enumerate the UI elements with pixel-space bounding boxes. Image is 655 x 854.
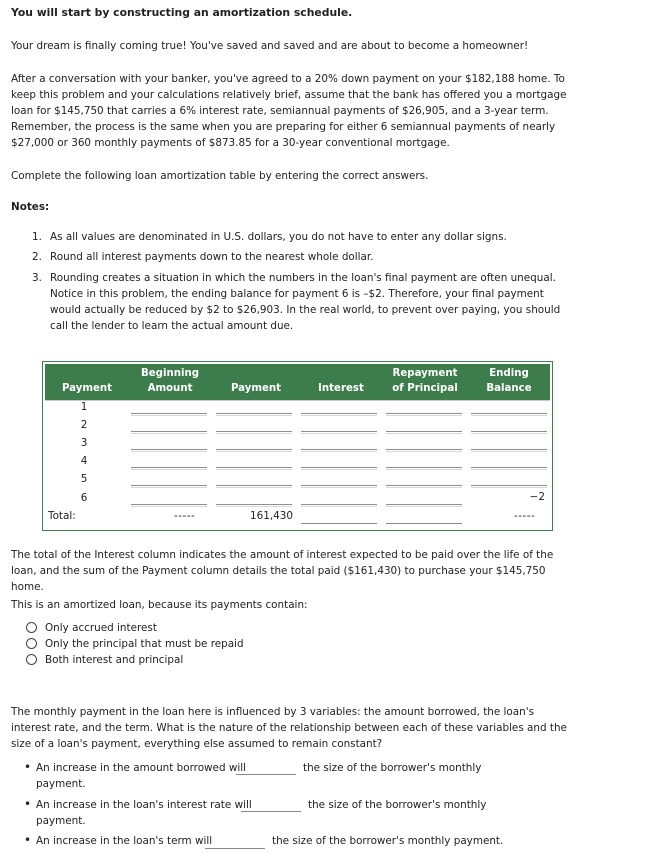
interest-rate-dropdown[interactable] — [241, 811, 301, 812]
question-variables: The monthly payment in the loan here is influenced by 3 variables: the amount borrowed, the loan's interest rate, and the term. What is the nature of the relationship between each of these variables and the size of a loan's payment, everything else assumed to remain constant? — [11, 706, 567, 750]
intro-paragraph: Your dream is finally coming true! You've saved and saved and are about to become a homeowner! — [11, 40, 529, 52]
total-interest-input[interactable] — [301, 523, 377, 524]
header-payment: Payment — [230, 383, 282, 394]
bullet-text: An increase in the amount borrowed will — [36, 762, 247, 774]
total-repayment-input[interactable] — [386, 523, 462, 524]
amortization-table — [42, 361, 553, 531]
question-amortized: This is an amortized loan, because its payments contain: — [11, 599, 308, 611]
note-number: 1. — [32, 231, 42, 243]
beginning-amount-input[interactable] — [131, 485, 207, 486]
repayment-input[interactable] — [386, 431, 462, 432]
interest-input[interactable] — [301, 413, 377, 414]
total-note: The total of the Interest column indicates the amount of interest expected to be paid over the life of the loan, and the sum of the Payment column details the total paid ($161,430) to purchase your $145,750 home. — [11, 549, 554, 593]
bullet-text: An increase in the loan's term will — [36, 835, 213, 847]
payment-input[interactable] — [216, 413, 292, 414]
beginning-amount-input[interactable] — [131, 449, 207, 450]
ending-balance-input[interactable] — [471, 449, 547, 450]
note-number: 2. — [32, 251, 42, 263]
notes-heading: Notes: — [11, 201, 50, 213]
header-interest: Interest — [318, 383, 364, 394]
scenario-paragraph: After a conversation with your banker, you've agreed to a 20% down payment on your $182,188 home. To keep this problem and your calculations relatively brief, assume that the bank has offered you a mortgage loan for $145,750 that carries a 6% interest rate, semiannual payments of $26,905, and a 3-year term. Remember, the process is the same when you are preparing for either 6 semiannual payments of nearly $27,000 or 360 monthly payments of $873.85 for a 30-year conventional mortgage. — [11, 73, 567, 149]
bullet-dot: • — [24, 833, 32, 847]
payment-input[interactable] — [216, 449, 292, 450]
option-interest-and-principal[interactable] — [26, 652, 183, 668]
radio-button[interactable] — [26, 622, 37, 633]
interest-input[interactable] — [301, 504, 377, 505]
repayment-input[interactable] — [386, 413, 462, 414]
loan-term-dropdown[interactable] — [205, 848, 265, 849]
bullet-text-tail: payment. — [36, 778, 86, 790]
option-accrued-interest[interactable] — [26, 620, 157, 636]
header-divider — [45, 400, 550, 401]
row6-ending-balance: −2 — [529, 491, 545, 503]
option-label: Only accrued interest — [45, 622, 157, 634]
bullet-text-after: the size of the borrower's monthly — [308, 799, 487, 811]
bullet-dot: • — [24, 760, 32, 774]
interest-input[interactable] — [301, 467, 377, 468]
bullet-text: An increase in the loan's interest rate will — [36, 799, 252, 811]
bullet-text-tail: payment. — [36, 815, 86, 827]
payment-input[interactable] — [216, 467, 292, 468]
row-number: 4 — [80, 455, 88, 467]
bullet-text-after: the size of the borrower's monthly payment. — [272, 835, 504, 847]
total-ending-dash: ----- — [514, 510, 536, 522]
ending-balance-input[interactable] — [471, 431, 547, 432]
total-label: Total: — [48, 510, 76, 522]
amount-borrowed-dropdown[interactable] — [236, 774, 296, 775]
ending-balance-input[interactable] — [471, 413, 547, 414]
interest-input[interactable] — [301, 485, 377, 486]
note-text: Rounding creates a situation in which the numbers in the loan's final payment are often unequal. Notice in this problem, the ending balance for payment 6 is –$2. Therefore, your final payment would actually be reduced by $2 to $26,903. In the real world, to prevent over paying, you should call the lender to learn the actual amount due. — [50, 272, 561, 332]
repayment-input[interactable] — [386, 504, 462, 505]
note-item — [32, 229, 572, 245]
option-principal-only[interactable] — [26, 636, 244, 652]
row-number: 3 — [80, 437, 88, 449]
header-payment-number: Payment — [61, 383, 113, 394]
beginning-amount-input[interactable] — [131, 413, 207, 414]
page-title: You will start by constructing an amortization schedule. — [11, 6, 353, 19]
note-item — [32, 270, 577, 334]
interest-input[interactable] — [301, 449, 377, 450]
row-number: 6 — [80, 492, 88, 504]
note-number: 3. — [32, 272, 42, 284]
note-text: Round all interest payments down to the nearest whole dollar. — [50, 251, 374, 263]
row-number: 2 — [80, 419, 88, 431]
header-beginning-amount: Beginning Amount — [140, 368, 199, 394]
ending-balance-input[interactable] — [471, 467, 547, 468]
radio-button[interactable] — [26, 654, 37, 665]
interest-input[interactable] — [301, 431, 377, 432]
table-header — [45, 364, 550, 400]
payment-input[interactable] — [216, 504, 292, 505]
row-number: 1 — [80, 401, 88, 413]
header-repayment-principal: Repayment of Principal — [392, 368, 458, 394]
beginning-amount-input[interactable] — [131, 431, 207, 432]
beginning-amount-input[interactable] — [131, 467, 207, 468]
payment-input[interactable] — [216, 431, 292, 432]
beginning-amount-input[interactable] — [131, 504, 207, 505]
radio-button[interactable] — [26, 638, 37, 649]
repayment-input[interactable] — [386, 467, 462, 468]
option-label: Both interest and principal — [45, 654, 184, 666]
repayment-input[interactable] — [386, 449, 462, 450]
repayment-input[interactable] — [386, 485, 462, 486]
total-payment-value: 161,430 — [250, 510, 293, 522]
bullet-text-after: the size of the borrower's monthly — [303, 762, 482, 774]
note-item — [32, 249, 572, 265]
total-beginning-dash: ----- — [174, 510, 196, 522]
header-ending-balance: Ending Balance — [486, 368, 532, 394]
row-number: 5 — [80, 473, 88, 485]
payment-input[interactable] — [216, 485, 292, 486]
ending-balance-input[interactable] — [471, 485, 547, 486]
instruction-paragraph: Complete the following loan amortization table by entering the correct answers. — [11, 170, 429, 182]
option-label: Only the principal that must be repaid — [45, 638, 244, 650]
bullet-dot: • — [24, 797, 32, 811]
note-text: As all values are denominated in U.S. dollars, you do not have to enter any dollar signs. — [50, 231, 507, 243]
